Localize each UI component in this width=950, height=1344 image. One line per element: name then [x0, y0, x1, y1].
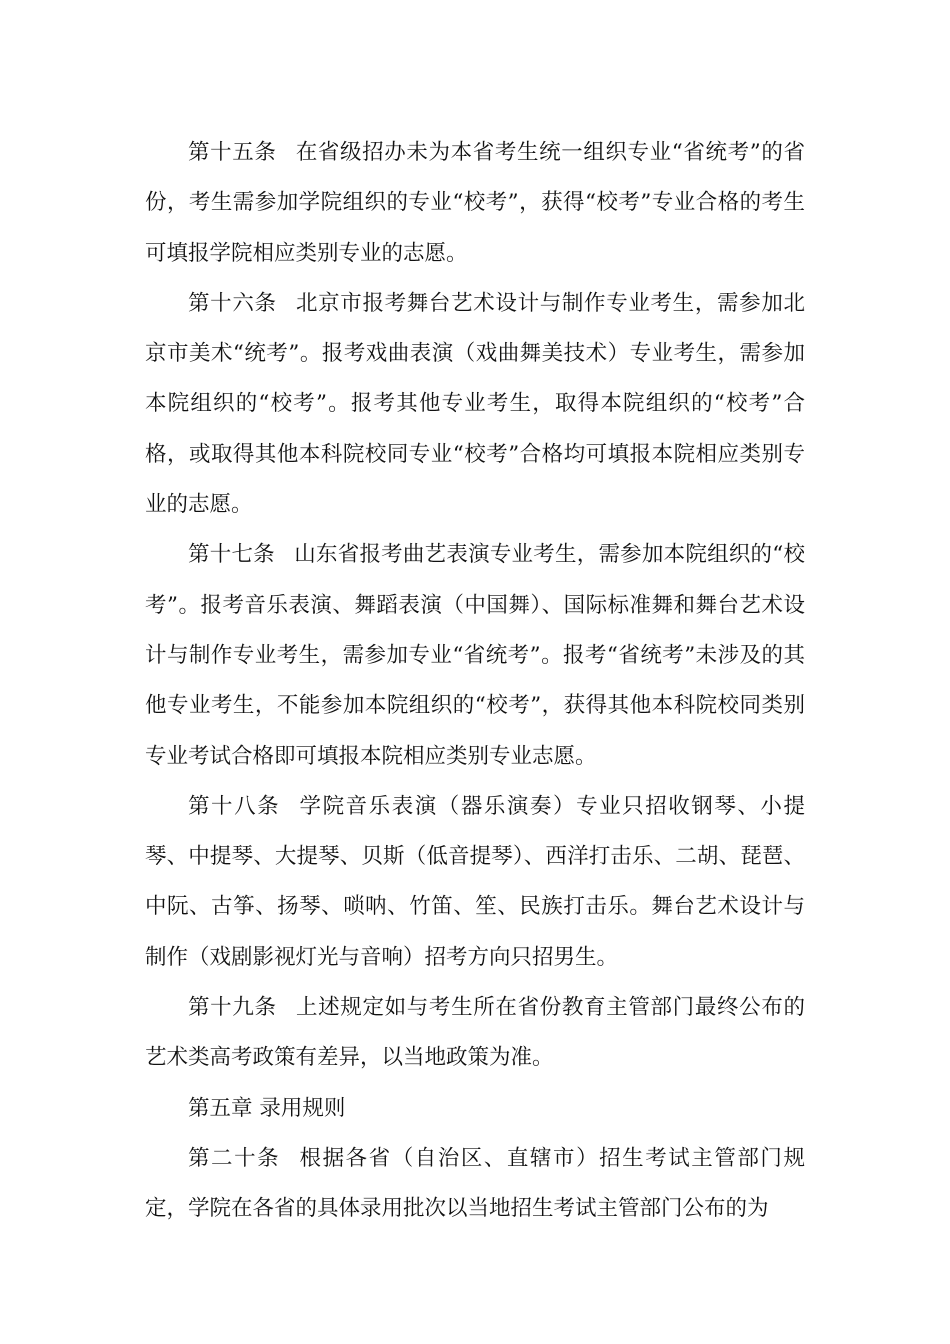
- article-text: 北京市报考舞台艺术设计与制作专业考生，需参加北京市美术“统考”。报考戏曲表演（戏曲舞美技术）专业考生，需参加本院组织的“校考”。报考其他专业考生，取得本院组织的“校考”合格，或取得其他本科院校同专业“校考”合格均可填报本院相应类别专业的志愿。: [145, 290, 805, 518]
- article-text: 学院音乐表演（器乐演奏）专业只招收钢琴、小提琴、中提琴、大提琴、贝斯（低音提琴）、西洋打击乐、二胡、琵琶、中阮、古筝、扬琴、唢呐、竹笛、笙、民族打击乐。舞台艺术设计与制作（戏剧影视灯光与音响）招考方向只招男生。: [145, 793, 805, 970]
- article-text: 在省级招办未为本省考生统一组织专业“省统考”的省份，考生需参加学院组织的专业“校考”，获得“校考”专业合格的考生可填报学院相应类别专业的志愿。: [145, 140, 805, 266]
- article-number: 第十七条: [188, 542, 275, 568]
- document-page: [145, 128, 805, 1235]
- article-text: 上述规定如与考生所在省份教育主管部门最终公布的艺术类高考政策有差异，以当地政策为准。: [145, 995, 805, 1071]
- chapter-heading: 第五章 录用规则: [188, 1095, 346, 1121]
- article-number: 第二十条: [188, 1145, 281, 1171]
- article-number: 第十五条: [188, 140, 277, 165]
- article-18-paragraph: [145, 782, 805, 983]
- article-16-paragraph: [145, 279, 805, 530]
- article-17-paragraph: [145, 530, 805, 781]
- article-number: 第十九条: [188, 995, 277, 1021]
- article-19-paragraph: [145, 983, 805, 1084]
- article-20-paragraph: [145, 1134, 805, 1235]
- article-text: 根据各省（自治区、直辖市）招生考试主管部门规定，学院在各省的具体录用批次以当地招生考试主管部门公布的为: [145, 1145, 805, 1222]
- article-number: 第十六条: [188, 290, 277, 316]
- article-number: 第十八条: [188, 793, 281, 819]
- article-15-paragraph: [145, 128, 805, 279]
- article-text: 山东省报考曲艺表演专业考生，需参加本院组织的“校考”。报考音乐表演、舞蹈表演（中国舞）、国际标准舞和舞台艺术设计与制作专业考生，需参加专业“省统考”。报考“省统考”未涉及的其他专业考生，不能参加本院组织的“校考”，获得其他本科院校同类别专业考试合格即可填报本院相应类别专业志愿。: [145, 542, 805, 769]
